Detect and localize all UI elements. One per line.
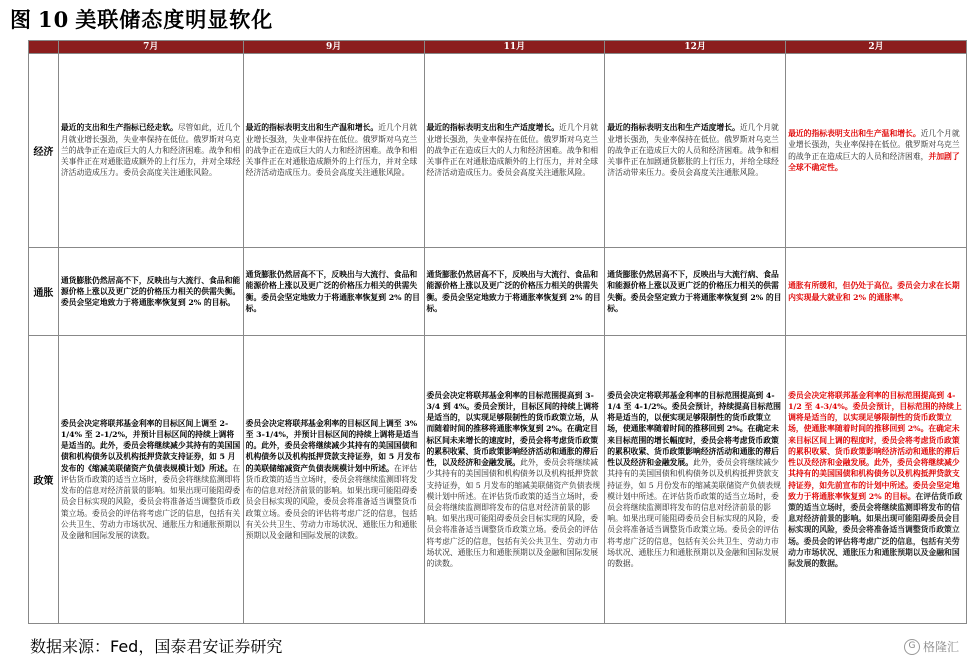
figure-title	[10, 4, 273, 34]
row-label-economy: 经济	[29, 54, 59, 248]
row-label-policy: 政策	[29, 336, 59, 624]
cell-economy-sep: 最近的指标表明支出和生产温和增长。近几个月就业增长强劲，失业率保持在低位。俄罗斯对乌克兰的战争正在造成巨大的人力和经济困难。战争和相关事件正在对通胀造成额外的上行压力，并对全球经济活动造成压力。委员会高度关注通胀风险。	[243, 54, 424, 248]
figure-title-text: 美联储态度明显软化	[75, 7, 274, 32]
col-header-jul: 7月	[58, 41, 243, 54]
cell-economy-dec: 最近的指标表明支出和生产适度增长。近几个月就业增长强劲，失业率保持在低位。俄罗斯对乌克兰的战争正在造成巨大的人员和经济困难。战争和相关事件正在加剧通货膨胀的上行压力，并给全球经济活动带来压力。委员会高度关注通胀风险。	[605, 54, 786, 248]
corner-cell	[29, 41, 59, 54]
watermark-text: 格隆汇	[922, 640, 959, 654]
watermark-icon: G	[904, 639, 920, 655]
cell-inflation-dec: 通货膨胀仍然居高不下，反映出与大流行病、食品和能源价格上涨以及更广泛的价格压力相关的供需失衡。委员会坚定致力于将通胀率恢复到 2% 的目标。	[605, 248, 786, 336]
cell-inflation-nov: 通货膨胀仍然居高不下，反映出与大流行、食品和能源价格上涨以及更广泛的价格压力相关的供需失衡。委员会坚定地致力于将通胀率恢复到 2% 的目标。	[424, 248, 605, 336]
cell-economy-feb: 最近的指标表明支出和生产温和增长。近几个月就业增长强劲，失业率保持在低位。俄罗斯对乌克兰的战争正在造成巨大的人员和经济困难，并加剧了全球不确定性。	[786, 54, 967, 248]
row-label-inflation: 通胀	[29, 248, 59, 336]
figure-number: 10	[38, 7, 70, 32]
cell-policy-feb: 委员会决定将联邦基金利率的目标范围提高到 4-1/2 至 4-3/4%。委员会预计，目标范围的持续上调将是适当的，以实现足够限制性的货币政策立场，使通胀率随着时间的推移回到 2%。在确定未来目标区间上调的程度时，委员会将考虑货币政策的累积收紧、货币政策影响经济活动和通胀的滞后性以及经济和金融发展。此外，委员会将继续减少其持有的美国国债和机构债务以及机构抵押贷款支持证券，如先前宣布的计划中所述。委员会坚定地致力于将通胀率恢复到 2% 的目标。在评估货币政策的适当立场时，委员会将继续监测即将发布的信息对经济前景的影响。如果出现可能阻碍委员会目标实现的风险，委员会将准备适当调整货币政策立场。委员会的评估将考虑广泛的信息，包括有关劳动力市场状况、通胀压力和通胀预期以及金融和国际发展的数据。	[786, 336, 967, 624]
watermark-logo	[904, 638, 959, 655]
cell-inflation-jul: 通货膨胀仍然居高不下，反映出与大流行、食品和能源价格上涨以及更广泛的价格压力相关的供需失衡。委员会坚定地致力于将通胀率恢复到 2% 的目标。	[58, 248, 243, 336]
cell-economy-nov: 最近的指标表明支出和生产适度增长。近几个月就业增长强劲，失业率保持在低位。俄罗斯对乌克兰的战争正在造成巨大的人力和经济困难。战争和相关事件正在对通胀造成额外的上行压力，并对全球经济活动造成压力。委员会高度关注通胀风险。	[424, 54, 605, 248]
cell-inflation-feb: 通胀有所缓和，但仍处于高位。委员会力求在长期内实现最大就业和 2% 的通胀率。	[786, 248, 967, 336]
data-source: 数据来源：Fed，国泰君安证券研究	[30, 637, 283, 656]
row-inflation	[29, 248, 967, 336]
cell-policy-nov: 委员会决定将联邦基金利率的目标范围提高到 3-3/4 到 4%。委员会预计，目标区间的持续上调将是适当的，以实现足够限制性的货币政策立场，从而随着时间的推移将通胀率恢复到 2%。在确定目标区间未来增长的速度时，委员会将考虑货币政策的累积收紧、货币政策影响经济活动和通胀的滞后性，以及经济和金融发展。此外，委员会将继续减少其持有的美国国债和机构债务以及机构抵押贷款支持证券，如 5 月发布的缩减美联储资产负债表规模计划中所述。在评估货币政策的适当立场时，委员会将继续监测即将发布的信息对经济前景的影响。如果出现可能阻碍委员会目标实现的风险，委员会将准备适当调整货币政策立场。委员会的评估将考虑广泛的信息，包括有关公共卫生、劳动力市场状况、通胀压力和通胀预期以及金融和国际发展的读数。	[424, 336, 605, 624]
cell-inflation-sep: 通货膨胀仍然居高不下，反映出与大流行、食品和能源价格上涨以及更广泛的价格压力相关的供需失衡。委员会坚定地致力于将通胀率恢复到 2% 的目标。	[243, 248, 424, 336]
header-row	[29, 41, 967, 54]
cell-policy-jul: 委员会决定将联邦基金利率的目标区间上调至 2-1/4% 至 2-1/2%，并预计目标区间的持续上调将是适当的。此外，委员会将继续减少其持有的美国国债和机构债务以及机构抵押贷款支持证券，如 5 月发布的《缩减美联储资产负债表规模计划》所述。在评估货币政策的适当立场时，委员会将继续监测即将发布的信息对经济前景的影响。如果出现可能阻碍委员会目标实现的风险，委员会将准备适当调整货币政策立场。委员会的评估将考虑广泛的信息，包括有关公共卫生、劳动力市场状况、通胀压力和通胀预期以及金融和国际发展的读数。	[58, 336, 243, 624]
col-header-nov: 11月	[424, 41, 605, 54]
cell-economy-jul: 最近的支出和生产指标已经走软。尽管如此，近几个月就业增长强劲，失业率保持在低位。俄罗斯对乌克兰的战争正在造成巨大的人力和经济困难。战争和相关事件正在对通胀造成额外的上行压力，并对全球经济活动造成压力。委员会高度关注通胀风险。	[58, 54, 243, 248]
col-header-sep: 9月	[243, 41, 424, 54]
figure-prefix: 图	[10, 7, 32, 32]
row-economy	[29, 54, 967, 248]
row-policy	[29, 336, 967, 624]
fed-statement-table	[28, 40, 967, 624]
cell-policy-dec: 委员会决定将联邦基金利率的目标范围提高到 4-1/4 至 4-1/2%。委员会预计，持续提高目标范围将是适当的，以便实现足够限制性的货币政策立场，使通胀率随着时间的推移回到 2%。在确定未来目标范围的增长幅度时，委员会将考虑货币政策的累积收紧、货币政策影响经济活动和通胀的滞后性以及经济和金融发展。此外，委员会将继续减少其持有的美国国债和机构债务以及机构抵押贷款支持证券，如 5 月份发布的缩减美联储资产负债表规模计划中所述。在评估货币政策的适当立场时，委员会将继续监测即将发布的信息对经济前景的影响。如果出现可能阻碍委员会目标实现的风险，委员会将准备适当调整货币政策立场。委员会的评估将考虑广泛的信息，包括有关公共卫生、劳动力市场状况、通胀压力和通胀预期以及金融和国际发展的数据。	[605, 336, 786, 624]
col-header-feb: 2月	[786, 41, 967, 54]
cell-policy-sep: 委员会决定将联邦基金利率的目标区间上调至 3% 至 3-1/4%，并预计目标区间的持续上调将是适当的。此外，委员会将继续减少其持有的美国国债和机构债务以及机构抵押贷款支持证券，如 5 月发布的美联储缩减资产负债表规模计划中所述。在评估货币政策的适当立场时，委员会将继续监测即将发布的信息对经济前景的影响。如果出现可能阻碍委员会目标实现的风险，委员会将准备适当调整货币政策立场。委员会的评估将考虑广泛的信息，包括有关公共卫生、劳动力市场状况、通胀压力和通胀预期以及金融和国际发展的读数。	[243, 336, 424, 624]
col-header-dec: 12月	[605, 41, 786, 54]
